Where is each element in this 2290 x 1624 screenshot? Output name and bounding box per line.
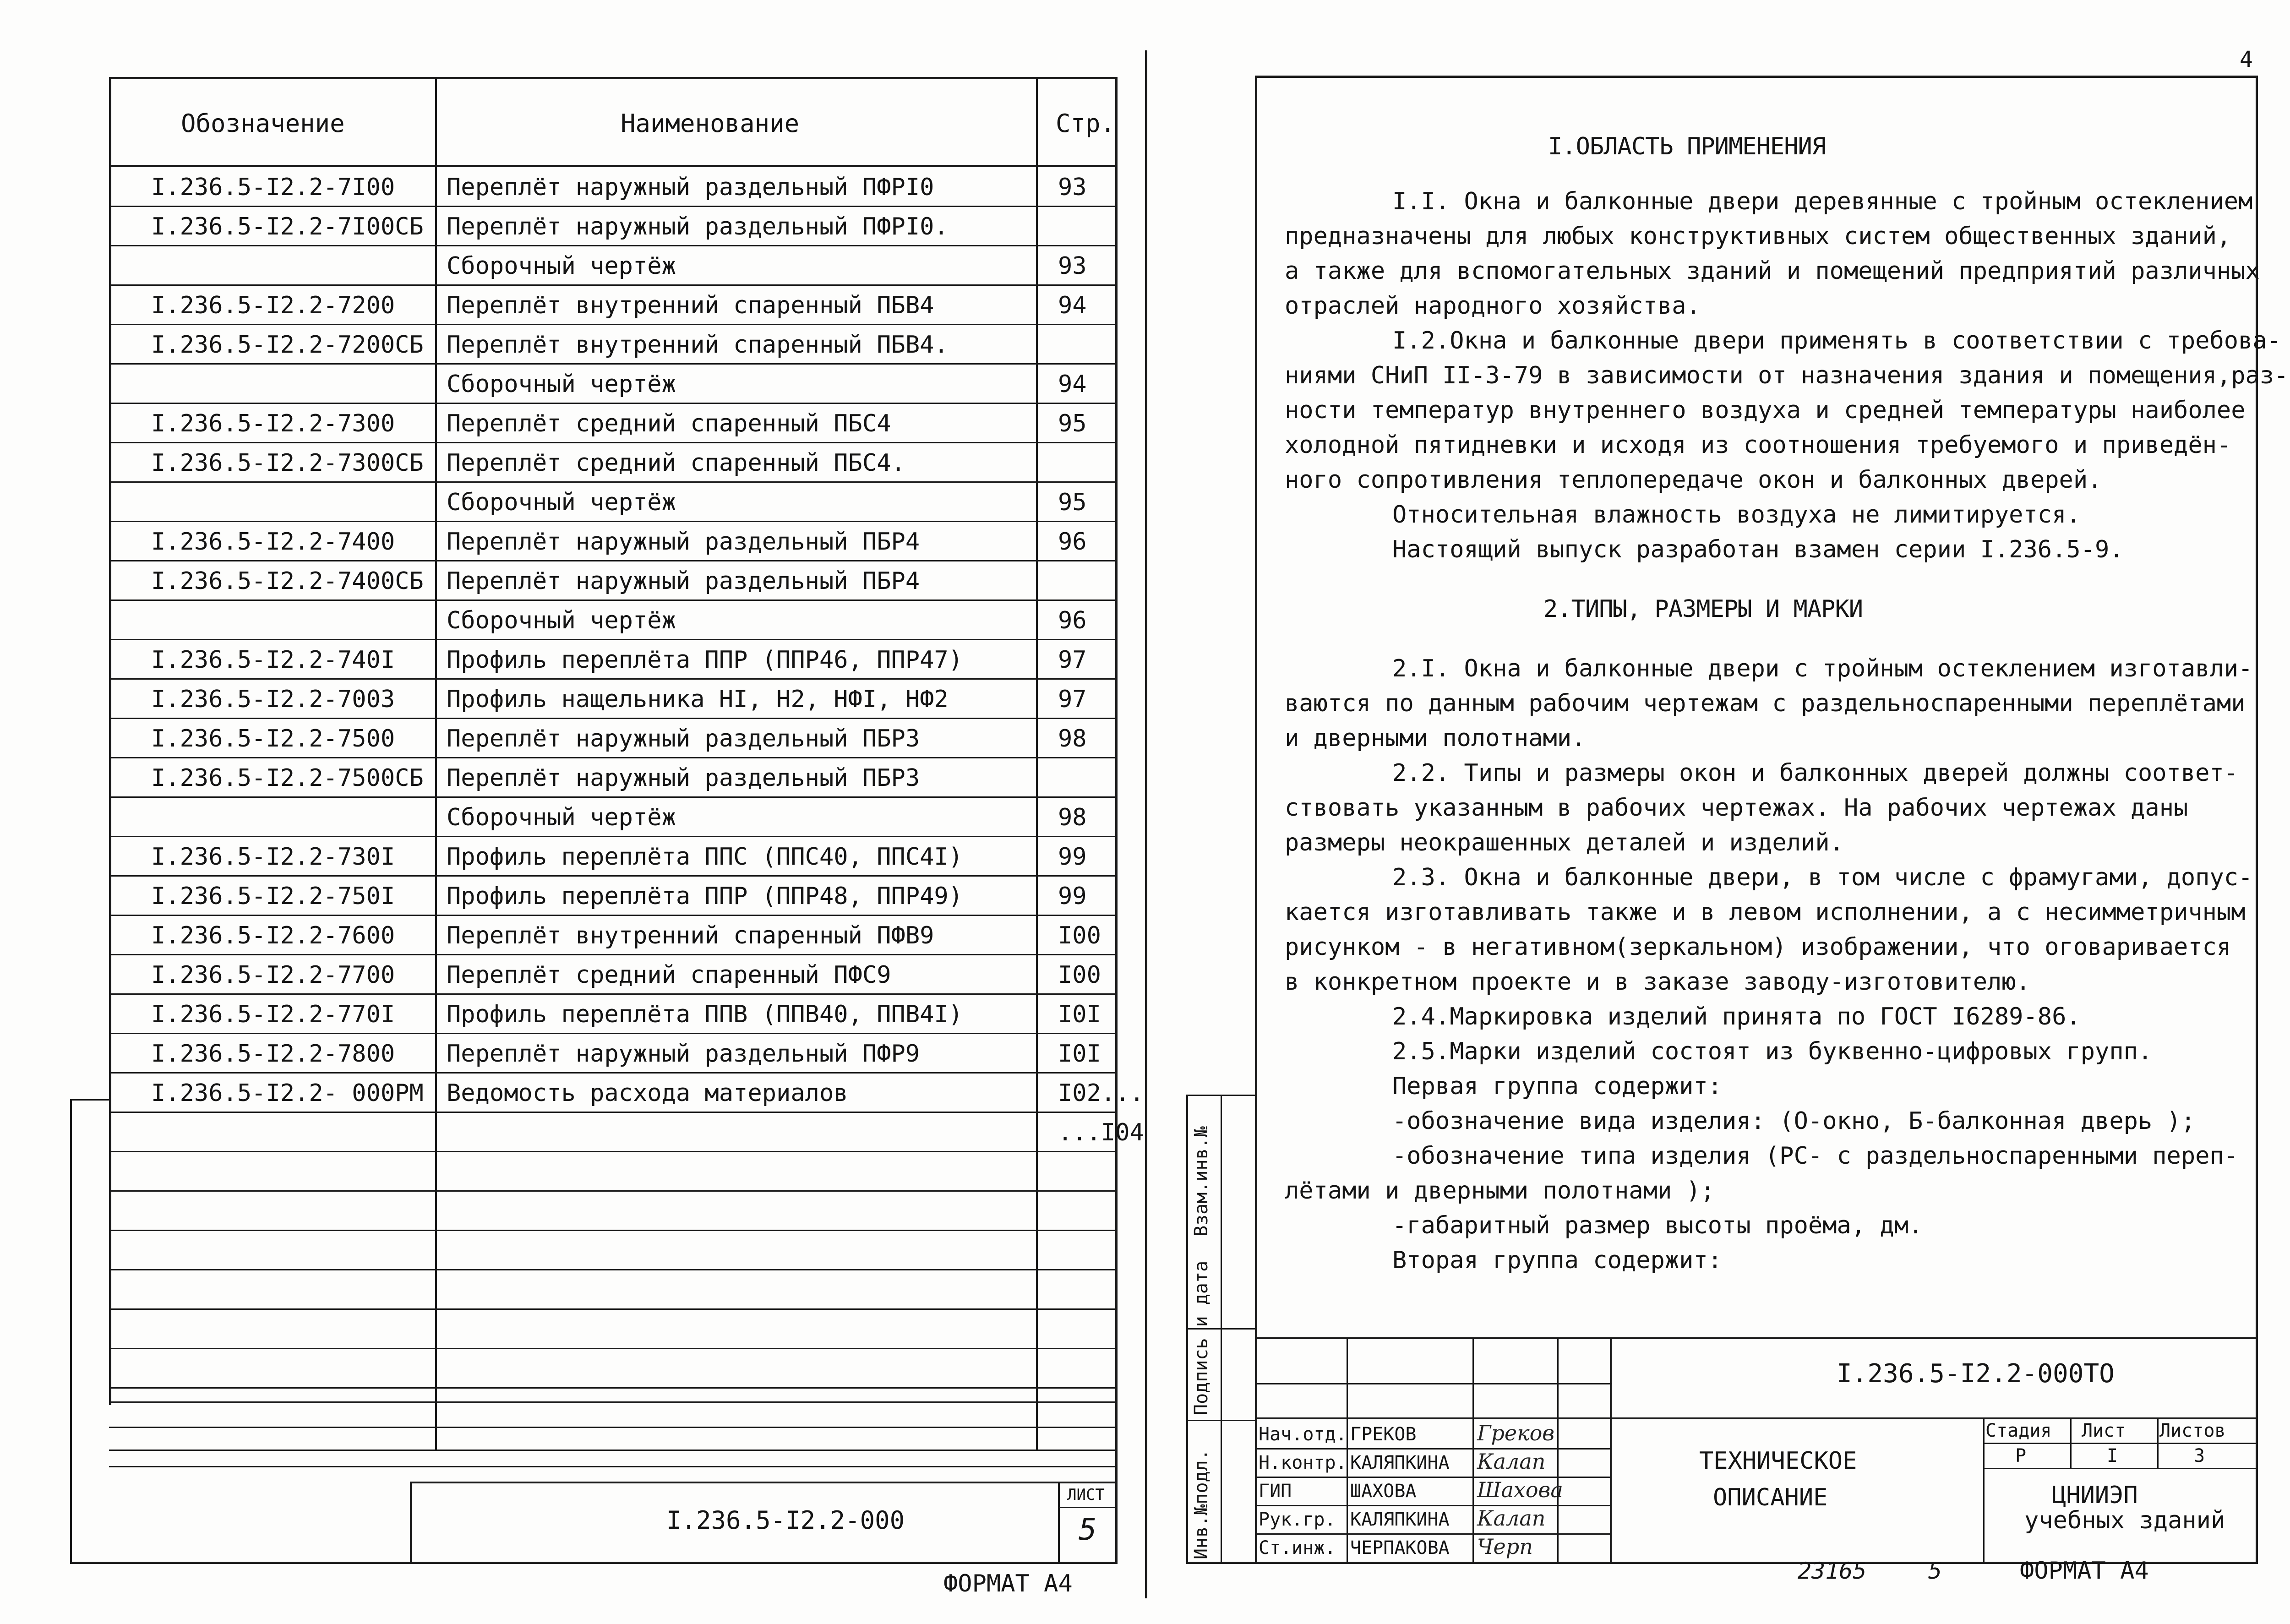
bottom-sheet: 5	[1928, 1558, 1942, 1584]
signature-role: ГИП	[1259, 1481, 1292, 1502]
right-format-label: ФОРМАТ А4	[2020, 1557, 2149, 1585]
stamp-title-line2: ОПИСАНИЕ	[1713, 1484, 1828, 1511]
body-line: 2.3. Окна и балконные двери, в том числе с фрамугами, допус-	[1392, 864, 2253, 891]
org-line1: ЦНИИЭП	[2052, 1482, 2138, 1509]
signature-role: Н.контр.	[1259, 1452, 1347, 1473]
header-designation: Обозначение	[181, 109, 345, 138]
row-name: Профиль переплёта ППР (ППР46, ППР47)	[447, 646, 963, 674]
row-name: Сборочный чертёж	[447, 252, 676, 280]
body-line: 2.2. Типы и размеры окон и балконных дверей должны соответ-	[1392, 759, 2239, 787]
row-page: 93	[1058, 174, 1087, 201]
row-divider	[109, 678, 1118, 680]
row-divider	[109, 757, 1118, 758]
row-designation: I.236.5-I2.2-7800	[151, 1040, 395, 1068]
row-divider	[109, 521, 1118, 522]
row-divider	[109, 1387, 1118, 1389]
row-designation: I.236.5-I2.2-7200	[151, 292, 395, 319]
row-designation: I.236.5-I2.2-770I	[151, 1001, 395, 1028]
row-name: Переплёт наружный раздельный ПБР4	[447, 567, 920, 595]
row-divider	[109, 1151, 1118, 1152]
body-line: рисунком - в негативном(зеркальном) изображении, что оговаривается	[1285, 933, 2231, 961]
row-designation: I.236.5-I2.2-7400СБ	[151, 567, 424, 595]
row-page: I0I	[1058, 1040, 1101, 1068]
body-line: в конкретном проекте и в заказе заводу-изготовителю.	[1285, 968, 2030, 996]
row-name: Профиль переплёта ППВ (ППВ40, ППВ4I)	[447, 1001, 963, 1028]
row-page: 94	[1058, 371, 1087, 398]
row-divider	[109, 560, 1118, 561]
row-divider	[109, 954, 1118, 955]
row-divider	[109, 599, 1118, 601]
row-name: Переплёт наружный раздельный ПБР3	[447, 764, 920, 792]
header-page: Стр.	[1056, 109, 1116, 138]
body-line: -обозначение вида изделия: (О-окно, Б-балконная дверь );	[1392, 1107, 2196, 1135]
row-designation: I.236.5-I2.2-750I	[151, 883, 395, 910]
row-page: 99	[1058, 843, 1087, 871]
body-line: Первая группа содержит:	[1392, 1073, 1723, 1100]
body-line: ваются по данным рабочим чертежам с раздельноспаренными переплётами	[1285, 690, 2246, 717]
body-line: Вторая группа содержит:	[1392, 1247, 1723, 1274]
signature-name: ГРЕКОВ	[1350, 1424, 1417, 1445]
row-designation: I.236.5-I2.2- 000РМ	[151, 1079, 424, 1107]
row-name: Переплёт наружный раздельный ПФРI0	[447, 174, 934, 201]
left-format-label: ФОРМАТ А4	[943, 1570, 1073, 1597]
body-line: Настоящий выпуск разработан взамен серии I.236.5-9.	[1392, 536, 2124, 563]
row-page: 98	[1058, 725, 1087, 752]
row-divider	[109, 639, 1118, 640]
row-divider	[109, 875, 1118, 877]
row-designation: I.236.5-I2.2-740I	[151, 646, 395, 674]
row-designation: I.236.5-I2.2-7I00СБ	[151, 213, 424, 240]
row-name: Переплёт средний спаренный ПБС4.	[447, 449, 905, 477]
signature-name: КАЛЯПКИНА	[1350, 1452, 1450, 1473]
row-divider	[109, 324, 1118, 325]
body-line: ности температур внутреннего воздуха и средней температуры наиболее	[1285, 397, 2246, 424]
row-divider	[109, 993, 1118, 995]
signature-name: КАЛЯПКИНА	[1350, 1509, 1450, 1530]
sheet-label: Лист	[2082, 1420, 2126, 1441]
row-page: 98	[1058, 804, 1087, 831]
signature-row-divider	[1255, 1533, 1610, 1535]
row-divider	[109, 1033, 1118, 1034]
row-divider	[109, 1466, 1118, 1467]
handwritten-signature: Черп	[1477, 1534, 1533, 1559]
body-line: а также для вспомогательных зданий и помещений предприятий различных	[1285, 257, 2260, 285]
row-designation: I.236.5-I2.2-730I	[151, 843, 395, 871]
row-divider	[109, 1230, 1118, 1231]
row-divider	[109, 915, 1118, 916]
signature-role: Рук.гр.	[1259, 1509, 1336, 1530]
handwritten-signature: Калап	[1477, 1506, 1546, 1531]
sheets-value: 3	[2194, 1445, 2205, 1466]
row-name: Профиль нащельника НI, Н2, НФI, НФ2	[447, 686, 949, 713]
row-designation: I.236.5-I2.2-7600	[151, 922, 395, 949]
body-line: 2.4.Маркировка изделий принята по ГОСТ I6289-86.	[1392, 1003, 2081, 1030]
handwritten-signature: Калап	[1477, 1449, 1546, 1474]
row-designation: I.236.5-I2.2-7500СБ	[151, 764, 424, 792]
row-divider	[109, 1348, 1118, 1349]
row-designation: I.236.5-I2.2-7700	[151, 961, 395, 989]
row-divider	[109, 796, 1118, 798]
row-page: 99	[1058, 883, 1087, 910]
row-page: I0I	[1058, 1001, 1101, 1028]
body-line: холодной пятидневки и исходя из соотношения требуемого и приведён-	[1285, 431, 2231, 459]
row-divider	[109, 245, 1118, 246]
row-designation: I.236.5-I2.2-7200СБ	[151, 331, 424, 359]
row-name: Ведомость расхода материалов	[447, 1079, 848, 1107]
body-line: -обозначение типа изделия (РС- с раздельноспаренными переп-	[1392, 1142, 2239, 1170]
body-line: кается изготавливать также и в левом исполнении, а с несимметричным	[1285, 899, 2246, 926]
row-name: Переплёт внутренний спаренный ПБВ4.	[447, 331, 949, 359]
body-line: I.2.Окна и балконные двери применять в соответствии с требова-	[1392, 327, 2282, 354]
row-divider	[109, 718, 1118, 719]
row-name: Переплёт наружный раздельный ПБР3	[447, 725, 920, 752]
sheet-value: I	[2107, 1445, 2118, 1466]
row-divider	[109, 1308, 1118, 1310]
row-divider	[109, 836, 1118, 837]
body-line: предназначены для любых конструктивных систем общественных зданий,	[1285, 223, 2231, 250]
page-divider	[1145, 50, 1147, 1598]
side-label-replace: Взам.инв.№	[1191, 1126, 1212, 1237]
side-label-sign: Подпись и дата	[1191, 1260, 1212, 1415]
signature-name: ШАХОВА	[1350, 1481, 1417, 1502]
left-stamp-code: I.236.5-I2.2-000	[666, 1506, 905, 1535]
row-name: Переплёт средний спаренный ПБС4	[447, 410, 891, 437]
row-divider	[109, 442, 1118, 443]
row-page: 94	[1058, 292, 1087, 319]
row-divider	[109, 403, 1118, 404]
row-designation: I.236.5-I2.2-7300	[151, 410, 395, 437]
org-line2: учебных зданий	[2024, 1507, 2225, 1534]
row-page: 95	[1058, 489, 1087, 516]
body-line: ниями СНиП II-3-79 в зависимости от назначения здания и помещения,раз-	[1285, 362, 2289, 389]
sheets-label: Листов	[2159, 1420, 2226, 1441]
row-name: Сборочный чертёж	[447, 489, 676, 516]
body-line: и дверными полотнами.	[1285, 725, 1586, 752]
section1-title: I.ОБЛАСТЬ ПРИМЕНЕНИЯ	[1548, 133, 1826, 160]
row-page: 97	[1058, 686, 1087, 713]
body-line: Относительная влажность воздуха не лимитируется.	[1392, 501, 2081, 529]
row-name: Сборочный чертёж	[447, 607, 676, 634]
row-name: Профиль переплёта ППР (ППР48, ППР49)	[447, 883, 963, 910]
row-page: 95	[1058, 410, 1087, 437]
row-designation: I.236.5-I2.2-7I00	[151, 174, 395, 201]
row-name: Переплёт наружный раздельный ПФР9	[447, 1040, 920, 1068]
row-page: 96	[1058, 528, 1087, 556]
row-designation: I.236.5-I2.2-7500	[151, 725, 395, 752]
left-sheet-number: 5	[1079, 1512, 1097, 1547]
row-page: I02...	[1058, 1079, 1144, 1107]
body-line: 2.5.Марки изделий состоят из буквенно-цифровых групп.	[1392, 1038, 2153, 1065]
body-line: отраслей народного хозяйства.	[1285, 292, 1701, 320]
section2-title: 2.ТИПЫ, РАЗМЕРЫ И МАРКИ	[1543, 595, 1863, 623]
row-name: Сборочный чертёж	[447, 804, 676, 831]
row-divider	[109, 481, 1118, 483]
body-line: 2.I. Окна и балконные двери с тройным остеклением изготавли-	[1392, 655, 2253, 682]
row-divider	[109, 206, 1118, 207]
row-name: Переплёт внутренний спаренный ПФВ9	[447, 922, 934, 949]
signature-row-divider	[1255, 1505, 1610, 1506]
row-name: Переплёт наружный раздельный ПБР4	[447, 528, 920, 556]
handwritten-signature: Греков	[1477, 1421, 1555, 1445]
row-page: 93	[1058, 252, 1087, 280]
row-name: Переплёт средний спаренный ПФС9	[447, 961, 891, 989]
row-page: 96	[1058, 607, 1087, 634]
row-divider	[109, 1427, 1118, 1428]
signature-name: ЧЕРПАКОВА	[1350, 1537, 1450, 1559]
row-divider	[109, 1269, 1118, 1270]
signature-role: Нач.отд.	[1259, 1424, 1347, 1445]
row-divider	[109, 1072, 1118, 1074]
row-page: I00	[1058, 922, 1101, 949]
body-line: размеры неокрашенных деталей и изделий.	[1285, 829, 1844, 856]
row-page: 97	[1058, 646, 1087, 674]
stage-label: Стадия	[1985, 1420, 2052, 1441]
row-name: Сборочный чертёж	[447, 371, 676, 398]
row-designation: I.236.5-I2.2-7003	[151, 686, 395, 713]
row-designation: I.236.5-I2.2-7400	[151, 528, 395, 556]
row-name: Профиль переплёта ППС (ППС40, ППС4I)	[447, 843, 963, 871]
stamp-code: I.236.5-I2.2-000ТО	[1837, 1359, 2115, 1389]
signature-row-divider	[1255, 1448, 1610, 1450]
page-number: 4	[2240, 47, 2253, 72]
stamp-title-line1: ТЕХНИЧЕСКОЕ	[1699, 1447, 1857, 1475]
row-divider	[109, 1190, 1118, 1192]
signature-role: Ст.инж.	[1259, 1537, 1336, 1559]
body-line: ного сопротивления теплопередаче окон и балконных дверей.	[1285, 466, 2102, 494]
row-divider	[109, 363, 1118, 365]
body-line: ствовать указанным в рабочих чертежах. На рабочих чертежах даны	[1285, 794, 2188, 822]
bottom-number: 23165	[1798, 1558, 1867, 1584]
side-label-inv: Инв.№подл.	[1191, 1449, 1212, 1559]
body-line: -габаритный размер высоты проёма, дм.	[1392, 1212, 1923, 1239]
body-line: I.I. Окна и балконные двери деревянные с тройным остеклением	[1392, 188, 2253, 215]
row-divider	[109, 284, 1118, 286]
stage-value: Р	[2015, 1445, 2027, 1466]
row-name: Переплёт наружный раздельный ПФРI0.	[447, 213, 949, 240]
handwritten-signature: Шахова	[1477, 1477, 1563, 1502]
row-page: I00	[1058, 961, 1101, 989]
row-designation: I.236.5-I2.2-7300СБ	[151, 449, 424, 477]
row-page: ...I04	[1058, 1119, 1144, 1146]
body-line: лётами и дверными полотнами );	[1285, 1177, 1715, 1204]
left-sheet-label: ЛИСТ	[1067, 1486, 1105, 1504]
row-name: Переплёт внутренний спаренный ПБВ4	[447, 292, 934, 319]
row-divider	[109, 1112, 1118, 1113]
header-name: Наименование	[621, 109, 800, 138]
